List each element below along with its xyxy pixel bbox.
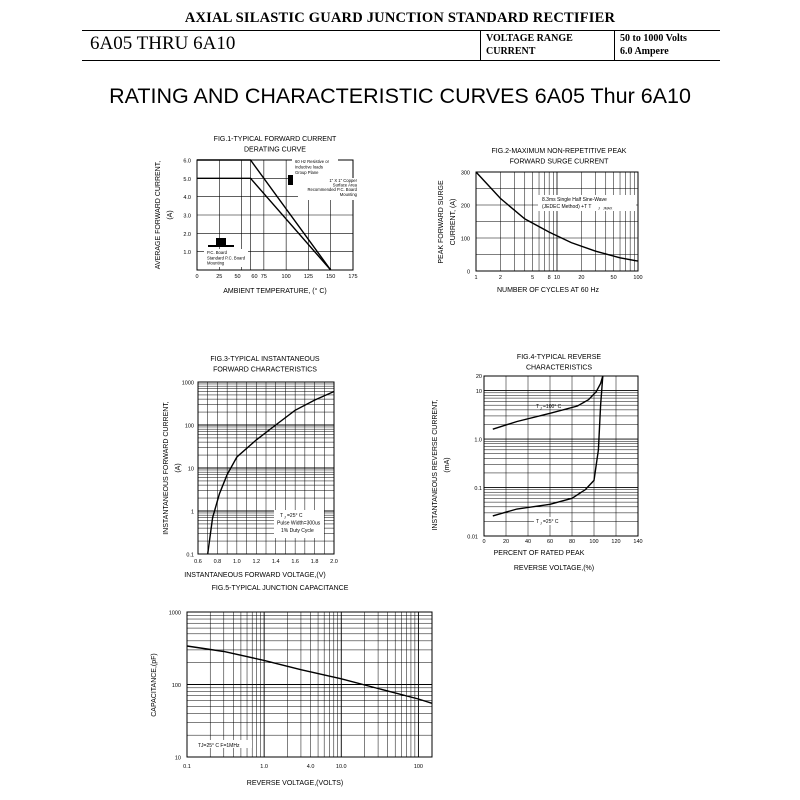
y-tick-label: 0.01	[467, 534, 478, 541]
y-tick-label: 0	[466, 269, 470, 276]
series-label: T	[536, 519, 540, 525]
x-tick-label: 0	[195, 274, 199, 280]
y-tick-label: 5.0	[183, 176, 191, 183]
y-tick-label: 300	[460, 170, 470, 177]
chart-title: FIG.2-MAXIMUM NON-REPETITIVE PEAK	[491, 148, 627, 155]
x-axis-label: AMBIENT TEMPERATURE, (° C)	[223, 288, 327, 295]
annotation-text: 60 Hz Resistive or	[295, 159, 329, 164]
x-tick-label: 50	[234, 274, 241, 280]
x-axis-label: PERCENT OF RATED PEAK	[493, 550, 585, 557]
x-tick-label: 0	[482, 539, 486, 545]
y-tick-label: 6.0	[183, 158, 191, 165]
y-axis-label: PEAK FORWARD SURGE	[438, 180, 445, 264]
series-label: T	[536, 404, 540, 410]
x-tick-label: 100	[589, 539, 599, 545]
annotation-text: P.C. Board	[207, 250, 227, 255]
x-tick-label: 80	[568, 539, 576, 545]
y-tick-label: 1.0	[474, 437, 482, 444]
y-tick-label: 10	[174, 755, 181, 762]
y-tick-label: 10	[475, 389, 482, 396]
x-tick-label: 100	[281, 274, 291, 280]
x-tick-label: 0.6	[194, 559, 202, 565]
x-tick-label: 1.0	[260, 764, 268, 770]
pcb-pad-icon	[216, 238, 226, 246]
x-axis-label: REVERSE VOLTAGE,(VOLTS)	[246, 780, 344, 787]
y-tick-label: 3.0	[183, 213, 191, 220]
y-tick-label: 0.1	[474, 486, 482, 493]
current-label: CURRENT	[486, 46, 536, 57]
y-tick-label: 2.0	[183, 231, 191, 238]
annotation-text: TJ=25° C F=1MHz	[198, 743, 240, 749]
y-tick-label: 10	[187, 466, 194, 473]
x-tick-label: 175	[348, 274, 358, 280]
x-tick-label: 1	[474, 275, 478, 281]
copper-pad-icon	[288, 175, 293, 185]
x-tick-label: 5	[531, 275, 535, 281]
y-axis-label: (A)	[175, 463, 182, 473]
annotation-text: 1% Duty Cycle	[281, 528, 314, 534]
annotation-text: =25° C	[287, 513, 303, 519]
x-tick-label: 2.0	[330, 559, 338, 565]
x-tick-label: 0.1	[183, 764, 191, 770]
annotation-text: 1" X 1" Copper	[329, 178, 357, 183]
x-axis-label: INSTANTANEOUS FORWARD VOLTAGE,(V)	[184, 572, 326, 579]
x-tick-label: 60	[546, 539, 554, 545]
x-tick-label: 1.8	[310, 559, 319, 565]
annotation-text: Standard P.C. Board	[207, 255, 246, 261]
chart-title: FIG.4-TYPICAL REVERSE	[516, 354, 602, 361]
annotation-text: Pulse Width=300us	[277, 520, 321, 527]
annotation-text: Group Plane	[295, 170, 319, 175]
annotation-text: T	[280, 513, 284, 519]
header-part-number: 6A05 THRU 6A10	[90, 33, 236, 54]
series-label: J	[540, 406, 542, 411]
x-tick-label: 10.0	[335, 764, 347, 770]
x-tick-label: 40	[524, 539, 532, 545]
series-label: =25° C	[543, 519, 559, 525]
annotation-text: J	[284, 515, 286, 520]
annotation-text: Recommended P.C. Board	[307, 187, 357, 193]
x-tick-label: 75	[260, 274, 267, 280]
x-tick-label: 120	[611, 539, 621, 545]
x-tick-label: 1.6	[291, 559, 299, 565]
chart-title: DERATING CURVE	[244, 146, 306, 154]
annotation-text: J	[598, 206, 600, 211]
current-value: 6.0 Ampere	[620, 46, 669, 57]
x-tick-label: 20	[578, 275, 585, 281]
y-tick-label: 200	[460, 203, 470, 210]
x-tick-label: 125	[303, 274, 314, 280]
series-label: =100° C	[543, 404, 562, 410]
y-axis-label: (A)	[167, 210, 174, 220]
x-tick-label: 60	[251, 274, 258, 280]
chart-title: FIG.1-TYPICAL FORWARD CURRENT	[213, 136, 337, 143]
x-tick-label: 1.4	[271, 559, 280, 565]
pcb-board-icon	[208, 245, 234, 247]
y-axis-label: (mA)	[444, 457, 451, 473]
y-tick-label: 4.0	[183, 195, 191, 202]
x-tick-label: 50	[610, 275, 617, 281]
y-tick-label: 0.1	[186, 552, 194, 559]
x-tick-label: 140	[633, 539, 643, 545]
chart-title: FIG.3-TYPICAL INSTANTANEOUS	[210, 356, 320, 363]
annotation-text: Mounting	[339, 191, 357, 197]
chart-title: FIG.5-TYPICAL JUNCTION CAPACITANCE	[211, 585, 349, 592]
y-tick-label: 100	[460, 236, 470, 243]
voltage-label: VOLTAGE RANGE	[486, 33, 573, 44]
chart-title: FORWARD CHARACTERISTICS	[213, 366, 317, 374]
x-tick-label: 20	[502, 539, 510, 545]
voltage-value: 50 to 1000 Volts	[620, 33, 687, 44]
annotation-text: JMAX	[603, 206, 613, 211]
annotation-text: (JEDEC Method) +T T	[542, 204, 592, 210]
x-tick-label: 1.0	[233, 559, 241, 565]
annotation-text: 8.3ms Single Half Sine-Wave	[542, 197, 607, 203]
y-tick-label: 1	[190, 509, 194, 516]
x-axis-label: NUMBER OF CYCLES AT 60 Hz	[496, 287, 600, 294]
y-tick-label: 100	[171, 683, 181, 689]
x-tick-label: 150	[326, 274, 336, 280]
x-tick-label: 100	[413, 764, 424, 770]
y-axis-label: INSTANTANEOUS REVERSE CURRENT,	[432, 399, 439, 531]
series-line	[493, 376, 603, 429]
y-tick-label: 1000	[168, 610, 181, 617]
annotation-text: Surface Area	[332, 182, 357, 188]
y-tick-label: 20	[475, 374, 482, 380]
x-tick-label: 10	[553, 275, 561, 281]
y-tick-label: 100	[184, 423, 194, 430]
x-axis-label: REVERSE VOLTAGE,(%)	[513, 565, 595, 572]
annotation-text: Inductive loads	[295, 164, 323, 170]
header-title: AXIAL SILASTIC GUARD JUNCTION STANDARD RECTIFIER	[184, 10, 616, 26]
y-axis-label: INSTANTANEOUS FORWARD CURRENT,	[163, 401, 170, 535]
x-tick-label: 0.8	[213, 559, 222, 565]
chart-title: FORWARD SURGE CURRENT	[509, 158, 609, 166]
chart-title: CHARACTERISTICS	[525, 364, 593, 372]
x-tick-label: 2	[498, 275, 502, 281]
y-axis-label: CAPACITANCE,(pF)	[151, 653, 158, 717]
x-tick-label: 8	[547, 275, 551, 281]
x-tick-label: 4.0	[306, 764, 315, 770]
series-label: J	[540, 521, 542, 526]
y-tick-label: 1000	[181, 380, 194, 387]
x-tick-label: 25	[216, 274, 223, 280]
y-axis-label: AVERAGE FORWARD CURRENT,	[155, 160, 162, 270]
y-tick-label: 1.0	[183, 250, 191, 257]
x-tick-label: 100	[633, 275, 643, 281]
y-axis-label: CURRENT, (A)	[450, 198, 457, 246]
annotation-text: Mounting	[207, 260, 225, 266]
x-tick-label: 1.2	[252, 559, 261, 565]
page-title: RATING AND CHARACTERISTIC CURVES 6A05 Thur 6A10	[109, 84, 691, 108]
